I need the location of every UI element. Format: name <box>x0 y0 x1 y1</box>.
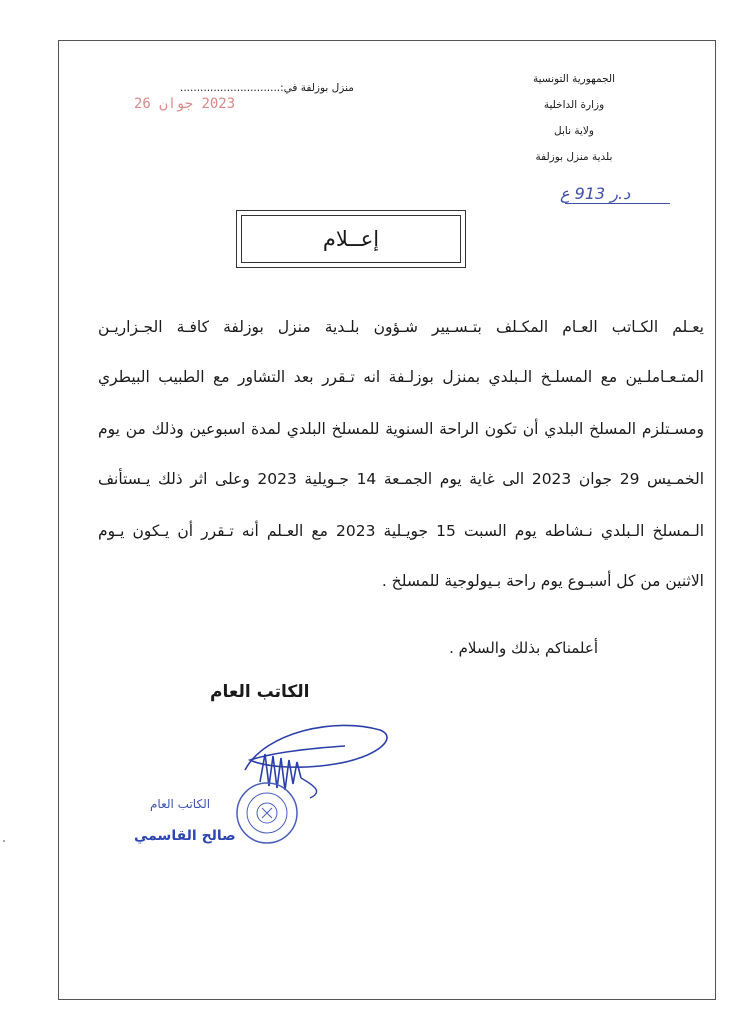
letterhead <box>474 66 674 170</box>
reference-number: 913 <box>574 184 606 203</box>
body-line-6: الاثنين من كل أسبـوع يوم راحة بـيولوجية للمسلخ . <box>381 572 704 590</box>
reference-prefix: د.ر <box>610 184 631 203</box>
reference-suffix: ع <box>560 184 570 203</box>
body-line-2: المتـعـاملـين مع المسلـخ الـبلدي بمنزل بوزلـفة انه تـقرر بعد التشاور مع الطبيب البيطري <box>98 368 704 386</box>
signatory-title: الكاتب العام <box>210 682 310 702</box>
letterhead-municipality: بلدية منزل بوزلفة <box>535 151 613 163</box>
letterhead-governorate: ولاية نابل <box>554 125 594 137</box>
stamp-name: صالح القاسمي <box>134 828 236 844</box>
closing-line: أعلمناكم بذلك والسلام . <box>449 639 598 657</box>
letterhead-republic: الجمهورية التونسية <box>533 73 615 85</box>
place-date-line: منزل بوزلفة في:.............................. <box>180 82 354 94</box>
margin-mark <box>3 840 5 842</box>
body-line-1: يعـلم الكـاتب العـام المكـلف بتـسـيير شـؤون بلـدية منزل بوزلفة كافـة الجـزاريـن <box>98 318 704 336</box>
body-line-4: الخمـيس 29 جوان 2023 الى غاية يوم الجمـعة 14 جـويلية 2023 وعلى اثر ذلك يـستأنف <box>98 470 705 488</box>
title-box <box>236 210 466 268</box>
reference-number-handwritten <box>560 184 630 203</box>
body-line-3: ومسـتلزم المسلخ البلدي أن تكون الراحة السنوية للمسلخ البلدي لمدة اسبوعين وذلك من يوم <box>98 420 704 438</box>
official-seal <box>232 778 302 848</box>
stamp-title: الكاتب العام <box>150 797 211 811</box>
body-line-5: الـمسلخ الـبلدي نـشاطه يوم السبت 15 جويـلية 2023 مع العـلم أنه تـقرر أن يـكون يـوم <box>98 522 705 540</box>
page-title: إعــلام <box>241 215 461 263</box>
date-stamp: 2023 جوان 26 <box>134 96 236 112</box>
letterhead-ministry: وزارة الداخلية <box>543 99 605 111</box>
reference-underline <box>565 203 670 204</box>
